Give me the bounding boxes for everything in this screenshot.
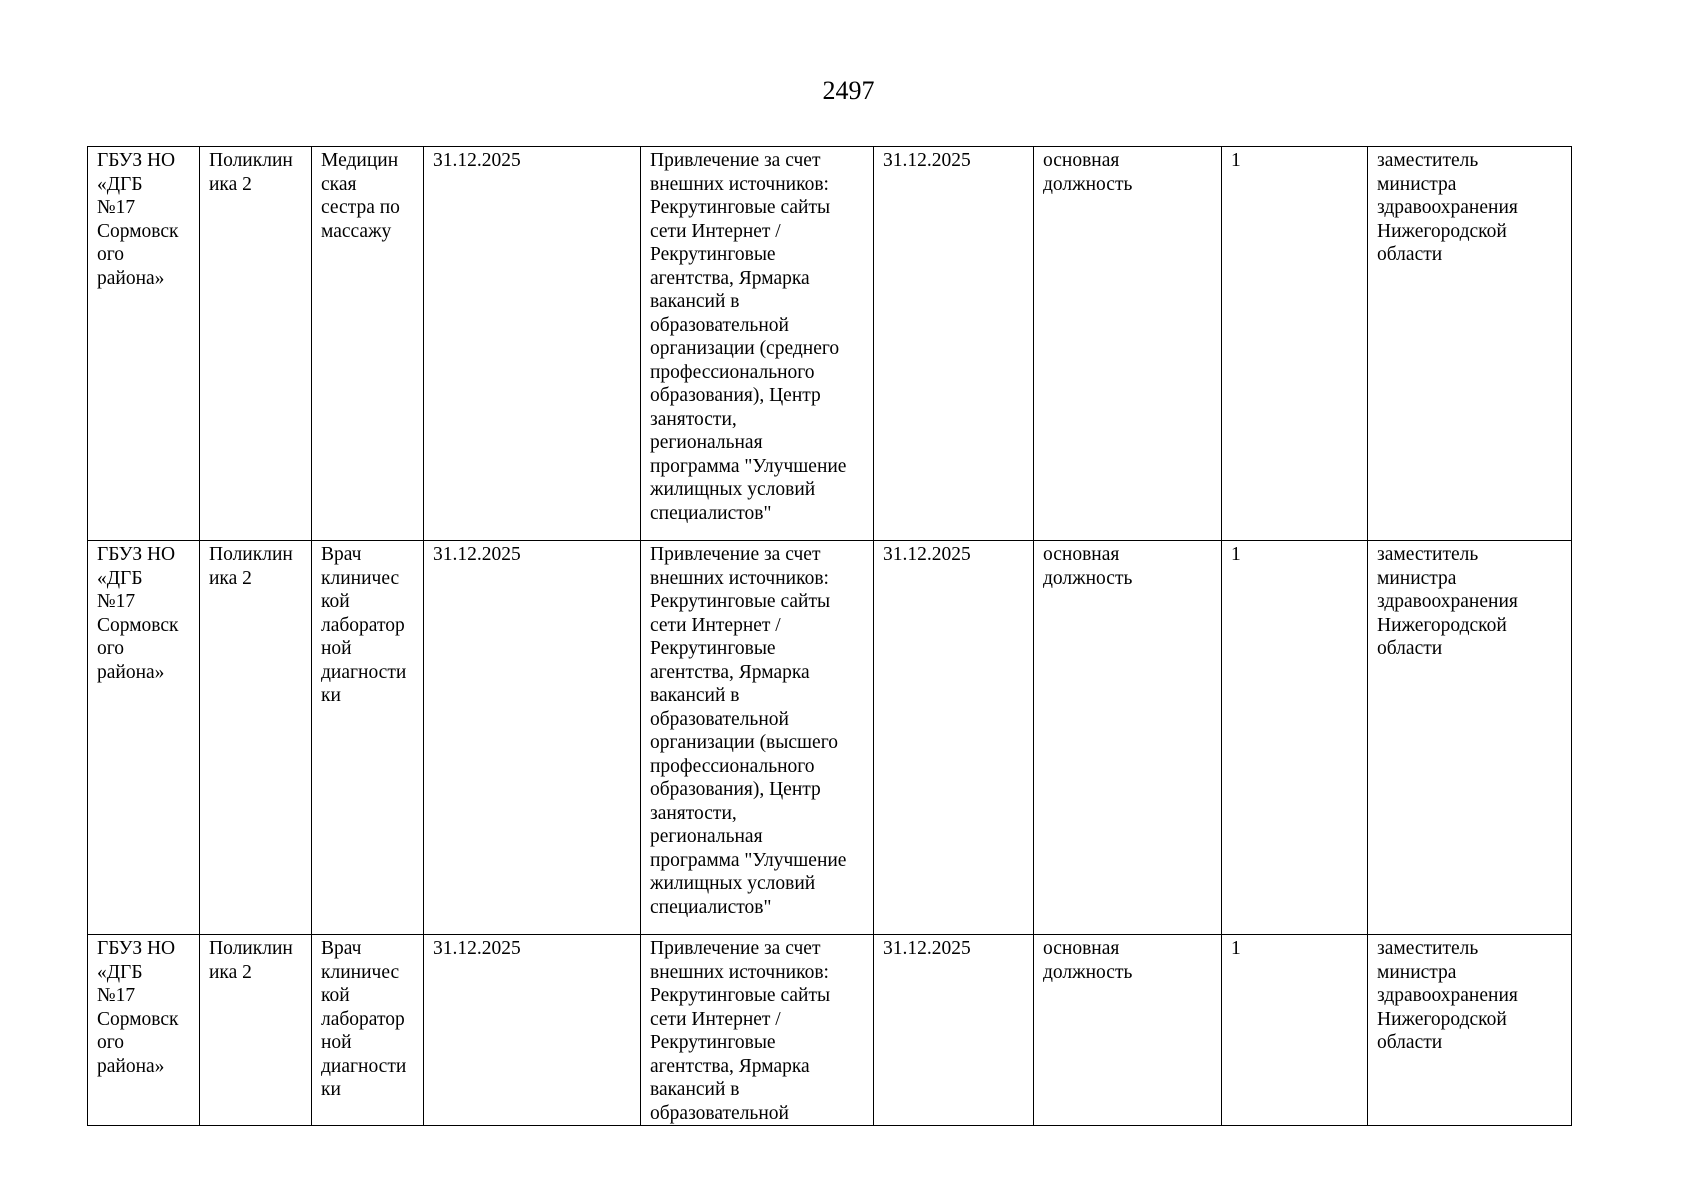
measures-text: Привлечение за счет внешних источников: Рекрутинговые сайты сети Интернет / Рекрутинговые агентства, Ярмарка вакансий в образовательной организации (высшего профессионального образования), Центр занятости, региональная программа "Улучшение жилищных условий специалистов" — [650, 544, 847, 918]
position-text: Врач клиничес кой лаборатор ной диагности ки — [321, 544, 407, 706]
table-row — [88, 935, 1572, 1126]
count-text: 1 — [1231, 938, 1241, 959]
department-text: Поликлин ика 2 — [209, 150, 293, 195]
measures-cell — [641, 935, 874, 1126]
deadline-cell — [874, 541, 1034, 935]
count-cell — [1222, 935, 1368, 1126]
department-text: Поликлин ика 2 — [209, 938, 293, 983]
date-text: 31.12.2025 — [433, 150, 521, 171]
organization-cell — [88, 147, 200, 541]
position-type-cell — [1034, 147, 1222, 541]
date-cell — [424, 935, 641, 1126]
organization-text: ГБУЗ НО «ДГБ №17 Сормовск ого района» — [97, 150, 179, 289]
responsible-text: заместитель министра здравоохранения Нижегородской области — [1377, 150, 1518, 265]
position-cell — [312, 935, 424, 1126]
position-text: Врач клиничес кой лаборатор ной диагности ки — [321, 938, 407, 1100]
responsible-cell — [1368, 935, 1572, 1126]
position-text: Медицин ская сестра по массажу — [321, 150, 400, 242]
organization-cell — [88, 541, 200, 935]
deadline-cell — [874, 935, 1034, 1126]
organization-text: ГБУЗ НО «ДГБ №17 Сормовск ого района» — [97, 938, 179, 1077]
position-type-cell — [1034, 935, 1222, 1126]
organization-text: ГБУЗ НО «ДГБ №17 Сормовск ого района» — [97, 544, 179, 683]
date-cell — [424, 541, 641, 935]
department-text: Поликлин ика 2 — [209, 544, 293, 589]
deadline-cell — [874, 147, 1034, 541]
position-cell — [312, 541, 424, 935]
department-cell — [200, 147, 312, 541]
responsible-cell — [1368, 541, 1572, 935]
table-row — [88, 147, 1572, 541]
position-type-text: основная должность — [1043, 150, 1133, 195]
count-cell — [1222, 541, 1368, 935]
table-row — [88, 541, 1572, 935]
measures-text: Привлечение за счет внешних источников: Рекрутинговые сайты сети Интернет / Рекрутинговые агентства, Ярмарка вакансий в образовательной организации (среднего профессионального образования), Центр занятости, региональная программа "Улучшение жилищных условий специалистов" — [650, 150, 847, 524]
position-type-text: основная должность — [1043, 938, 1133, 983]
date-cell — [424, 147, 641, 541]
date-text: 31.12.2025 — [433, 544, 521, 565]
page-number: 2497 — [822, 76, 875, 105]
organization-cell — [88, 935, 200, 1126]
measures-cell — [641, 541, 874, 935]
deadline-text: 31.12.2025 — [883, 938, 971, 959]
measures-cell — [641, 147, 874, 541]
count-text: 1 — [1231, 544, 1241, 565]
responsible-text: заместитель министра здравоохранения Нижегородской области — [1377, 544, 1518, 659]
measures-text: Привлечение за счет внешних источников: Рекрутинговые сайты сети Интернет / Рекрутинговые агентства, Ярмарка вакансий в образовательной — [650, 938, 831, 1124]
position-type-text: основная должность — [1043, 544, 1133, 589]
department-cell — [200, 541, 312, 935]
responsible-text: заместитель министра здравоохранения Нижегородской области — [1377, 938, 1518, 1053]
department-cell — [200, 935, 312, 1126]
count-text: 1 — [1231, 150, 1241, 171]
count-cell — [1222, 147, 1368, 541]
deadline-text: 31.12.2025 — [883, 544, 971, 565]
position-cell — [312, 147, 424, 541]
position-type-cell — [1034, 541, 1222, 935]
vacancy-table — [87, 146, 1572, 1126]
date-text: 31.12.2025 — [433, 938, 521, 959]
deadline-text: 31.12.2025 — [883, 150, 971, 171]
responsible-cell — [1368, 147, 1572, 541]
